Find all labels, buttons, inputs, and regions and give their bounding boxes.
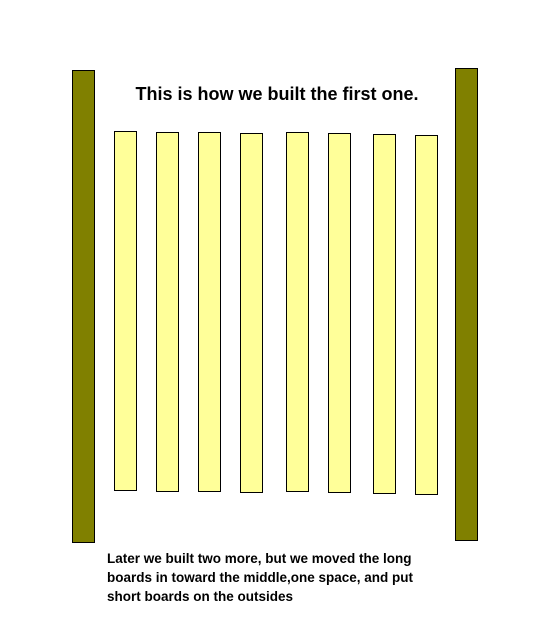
board-6 (329, 134, 351, 493)
caption-line-1: Later we built two more, but we moved the long (107, 551, 412, 566)
diagram-title: This is how we built the first one. (135, 84, 419, 104)
board-3 (199, 133, 221, 492)
board-2 (157, 133, 179, 492)
side-board-right (456, 69, 478, 541)
caption (107, 549, 467, 606)
board-8 (416, 136, 438, 495)
board-5 (287, 133, 309, 492)
board-7 (374, 135, 396, 494)
side-board-left (73, 71, 95, 543)
caption-line-2: boards in toward the middle,one space, and put (107, 570, 414, 585)
board-4 (241, 134, 263, 493)
caption-line-3: short boards on the outsides (107, 589, 294, 604)
board-1 (115, 132, 137, 491)
